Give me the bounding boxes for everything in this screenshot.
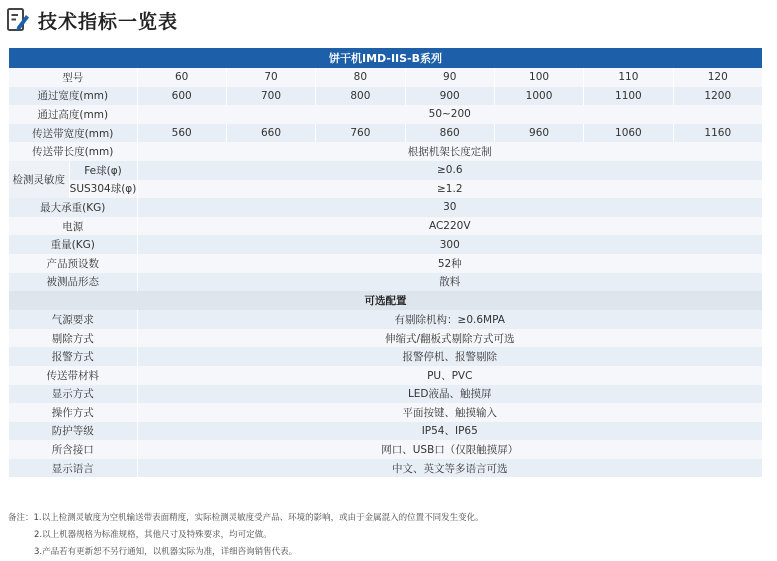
model-cell: 120 [673,68,762,87]
page-header [6,6,178,34]
power-row [9,217,763,236]
option-row [9,422,763,441]
value-cell: 30 [137,198,763,217]
value-cell: 860 [405,124,494,143]
model-cell: 100 [494,68,583,87]
value-cell: 1060 [584,124,673,143]
option-row [9,347,763,366]
optional-section-row [9,291,763,310]
option-value: 中文、英文等多语言可选 [137,459,763,478]
banner-row [9,48,763,68]
row-label: 通过宽度(mm) [9,87,137,106]
option-label: 传送带材料 [9,366,137,385]
row-label: 产品预设数 [9,254,137,273]
option-value: 伸缩式/翻板式剔除方式可选 [137,329,763,348]
model-cell: 70 [226,68,315,87]
row-label: 重量(KG) [9,235,137,254]
option-row [9,385,763,404]
option-value: PU、PVC [137,366,763,385]
value-cell: 根据机架长度定制 [137,142,763,161]
value-cell: 600 [137,87,226,106]
option-label: 气源要求 [9,310,137,329]
width-row [9,87,763,106]
section-title: 可选配置 [9,291,763,310]
model-row [9,68,763,87]
value-cell: 50~200 [137,105,763,124]
value-cell: 300 [137,235,763,254]
page-title: 技术指标一览表 [38,10,179,33]
model-cell: 60 [137,68,226,87]
option-value: IP54、IP65 [137,422,763,441]
value-cell: 900 [405,87,494,106]
value-cell: 800 [316,87,405,106]
value-cell: 1160 [673,124,762,143]
form-row [9,273,763,292]
option-row [9,366,763,385]
row-label: 电源 [9,217,137,236]
sensitivity-label: 检测灵敏度 [9,161,69,198]
note-line: 2.以上机器规格为标准规格，其他尺寸及特殊要求，均可定做。 [34,530,272,540]
option-value: 有剔除机构：≥0.6MPA [137,310,763,329]
row-label: 被测品形态 [9,273,137,292]
value-cell: 660 [226,124,315,143]
model-cell: 80 [316,68,405,87]
value-cell: 52种 [137,254,763,273]
option-label: 报警方式 [9,347,137,366]
option-label: 所含接口 [9,440,137,459]
series-title: 饼干机IMD-IIS-B系列 [9,48,763,68]
value-cell: AC220V [137,217,763,236]
row-label: 通过高度(mm) [9,105,137,124]
row-label: 最大承重(KG) [9,198,137,217]
belt-length-row [9,142,763,161]
note-line: 备注：1.以上检测灵敏度为空机输送带表面精度，实际检测灵敏度受产品、环境的影响，或由于金属混入的位置不同发生变化。 [8,513,484,523]
value-cell: 700 [226,87,315,106]
height-row [9,105,763,124]
option-label: 剔除方式 [9,329,137,348]
document-edit-icon [6,7,30,33]
belt-width-row [9,124,763,143]
option-label: 显示方式 [9,385,137,404]
value-cell: 散料 [137,273,763,292]
option-label: 防护等级 [9,422,137,441]
value-cell: ≥0.6 [137,161,763,180]
model-cell: 90 [405,68,494,87]
row-label: 型号 [9,68,137,87]
option-row [9,310,763,329]
option-row [9,403,763,422]
value-cell: 760 [316,124,405,143]
fe-row [9,161,763,180]
presets-row [9,254,763,273]
model-cell: 110 [584,68,673,87]
weight-row [9,235,763,254]
option-value: 报警停机、报警剔除 [137,347,763,366]
option-value: LED液晶、触摸屏 [137,385,763,404]
value-cell: 960 [494,124,583,143]
option-row [9,440,763,459]
option-label: 显示语言 [9,459,137,478]
value-cell: 1000 [494,87,583,106]
value-cell: 560 [137,124,226,143]
row-label: 传送带宽度(mm) [9,124,137,143]
value-cell: 1100 [584,87,673,106]
option-row [9,329,763,348]
row-sublabel: Fe球(φ) [69,161,137,180]
option-row [9,459,763,478]
value-cell: 1200 [673,87,762,106]
sus-row [9,180,763,199]
option-value: 平面按键、触摸输入 [137,403,763,422]
note-line: 3.产品若有更新恕不另行通知，以机器实际为准，详细咨询销售代表。 [34,547,298,557]
option-value: 网口、USB口（仅限触摸屏） [137,440,763,459]
option-label: 操作方式 [9,403,137,422]
notes [8,510,484,561]
row-label: 传送带长度(mm) [9,142,137,161]
row-sublabel: SUS304球(φ) [69,180,137,199]
max-load-row [9,198,763,217]
spec-table [9,48,763,477]
value-cell: ≥1.2 [137,180,763,199]
